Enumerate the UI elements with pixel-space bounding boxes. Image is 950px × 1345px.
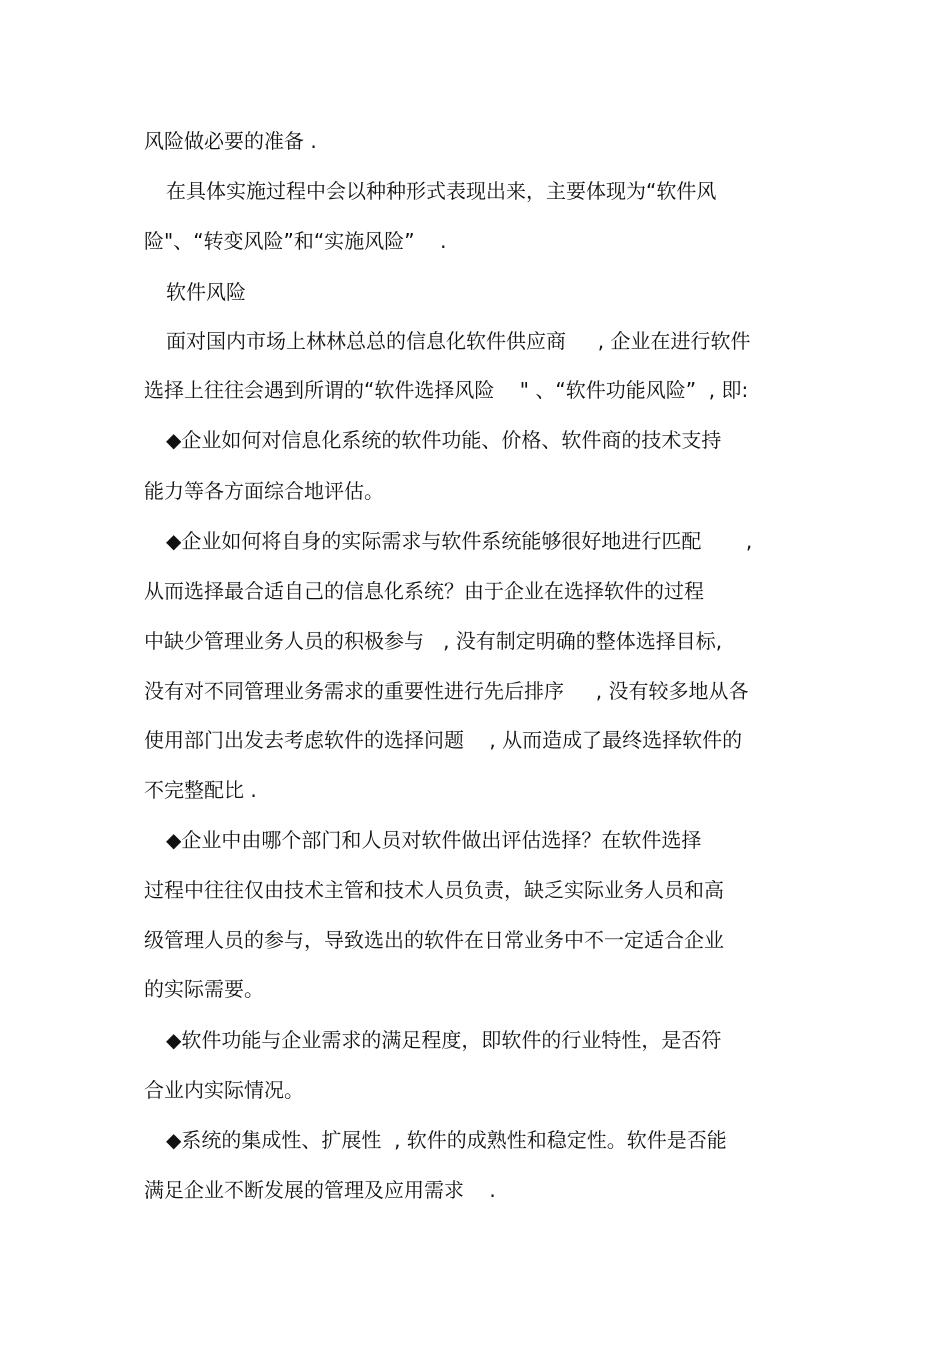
bullet-line-5: ◆系统的集成性、扩展性 , 软件的成熟性和稳定性。软件是否能	[166, 1128, 727, 1152]
text-line-20: 合业内实际情况。	[144, 1078, 304, 1102]
text-line-6: 选择上往往会遇到所谓的“软件选择风险 " 、“软件功能风险” , 即:	[144, 378, 749, 402]
bullet-line-3: ◆企业中由哪个部门和人员对软件做出评估选择？在软件选择	[166, 828, 702, 852]
section-heading: 软件风险	[166, 280, 246, 304]
text-line-11: 中缺少管理业务人员的积极参与 , 没有制定明确的整体选择目标,	[144, 629, 723, 653]
bullet-line-2: ◆企业如何将自身的实际需求与软件系统能够很好地进行匹配 ,	[166, 529, 753, 553]
text-line-1: 风险做必要的准备 .	[144, 129, 317, 153]
text-line-18: 的实际需要。	[144, 977, 264, 1001]
text-line-10: 从而选择最合适自己的信息化系统？由于企业在选择软件的过程	[144, 579, 704, 603]
text-line-2: 在具体实施过程中会以种种形式表现出来，主要体现为“软件风	[166, 179, 717, 203]
text-line-8: 能力等各方面综合地评估。	[144, 479, 384, 503]
text-line-13: 使用部门出发去考虑软件的选择问题 , 从而造成了最终选择软件的	[144, 728, 743, 752]
bullet-line-1: ◆企业如何对信息化系统的软件功能、价格、软件商的技术支持	[166, 428, 722, 452]
text-line-14: 不完整配比 .	[144, 778, 257, 802]
text-line-22: 满足企业不断发展的管理及应用需求 .	[144, 1178, 496, 1202]
text-line-17: 级管理人员的参与，导致选出的软件在日常业务中不一定适合企业	[144, 928, 724, 952]
bullet-line-4: ◆软件功能与企业需求的满足程度，即软件的行业特性，是否符	[166, 1028, 722, 1052]
text-line-5: 面对国内市场上林林总总的信息化软件供应商 , 企业在进行软件	[166, 329, 751, 353]
text-line-3: 险"、“转变风险”和“实施风险” .	[144, 229, 447, 253]
text-line-12: 没有对不同管理业务需求的重要性进行先后排序 , 没有较多地从各	[144, 679, 749, 703]
text-line-16: 过程中往往仅由技术主管和技术人员负责，缺乏实际业务人员和高	[144, 878, 724, 902]
